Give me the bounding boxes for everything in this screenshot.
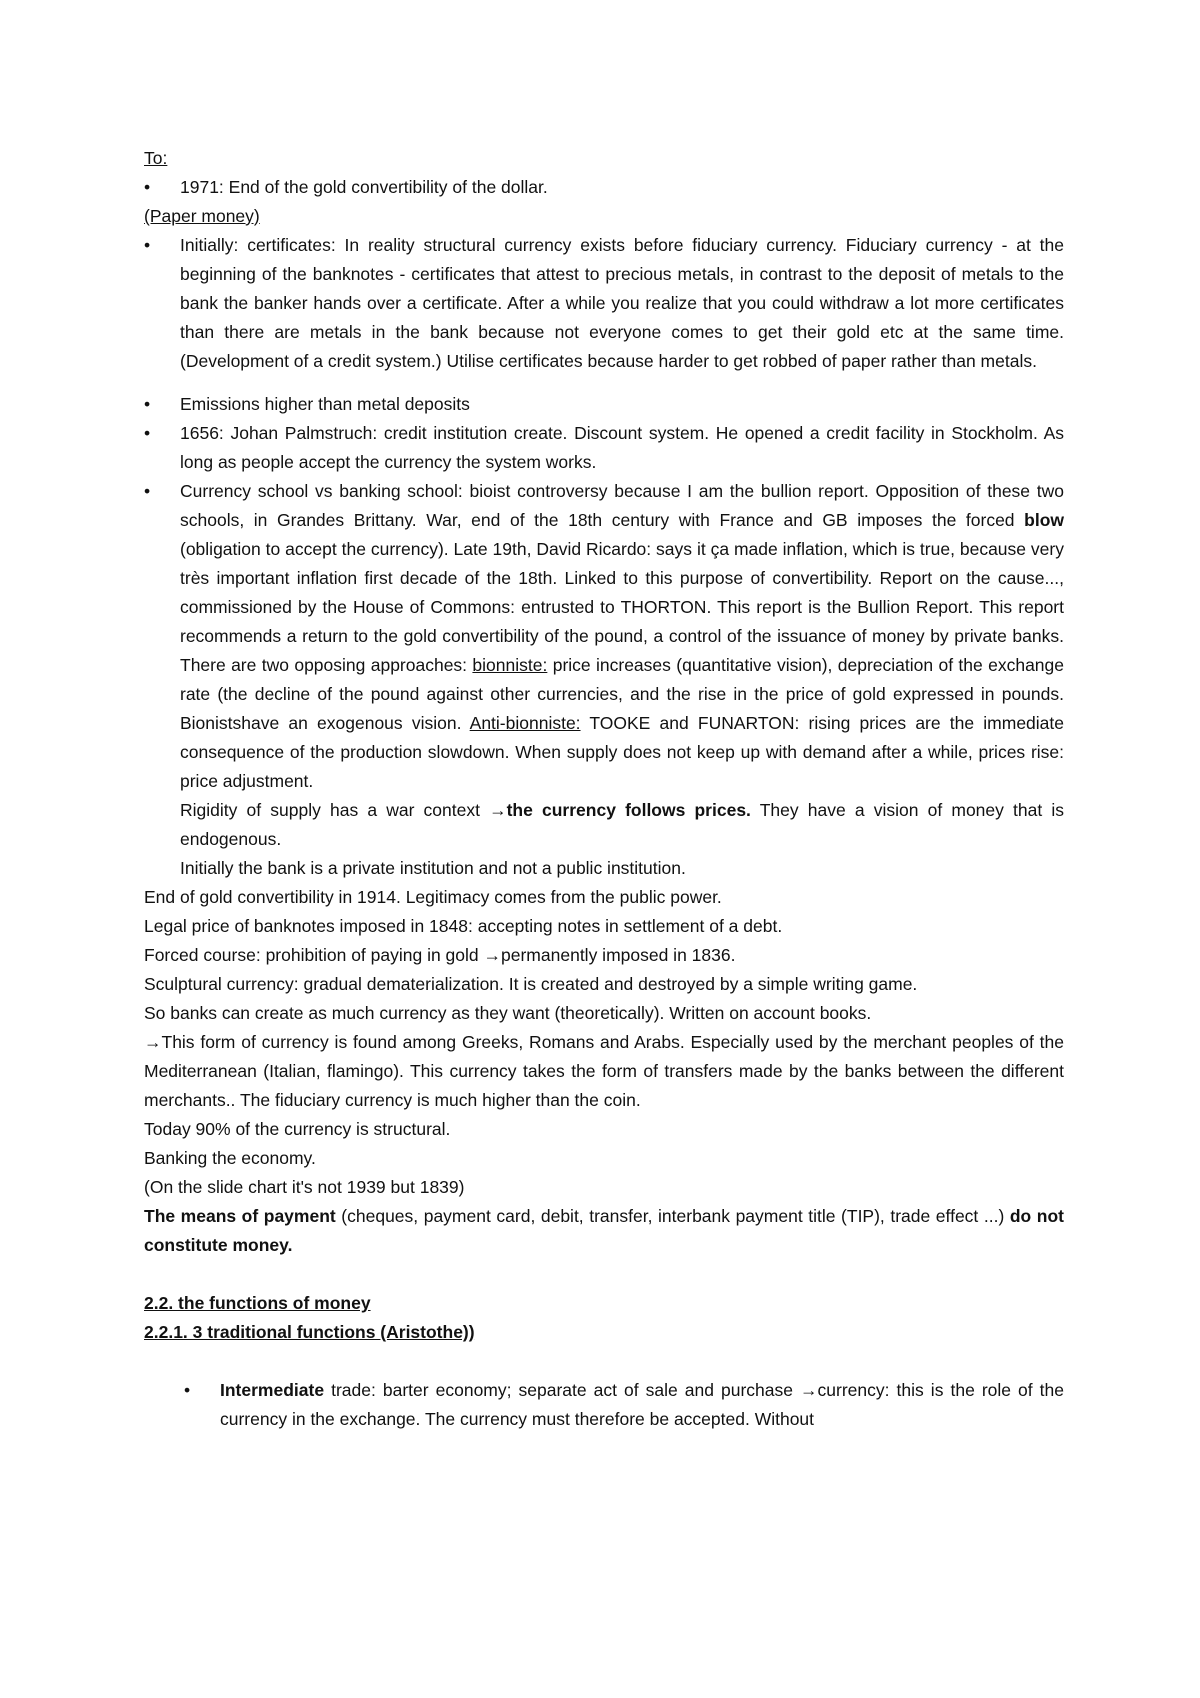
rigidity-paragraph (144, 796, 1064, 854)
heading-to-text: To: (144, 148, 168, 168)
currency-school-part3: price increases (quantitative vision), depreciation of the exchange rate (the decline of the pound against other currencies, and the rise in the price of gold expressed in pounds. Bionistshave an exogenous vision. (180, 655, 1065, 733)
means-payment-bold-end: do not constitute money. (144, 1206, 1064, 1255)
rigidity-part2: They have a vision of money that is endogenous. (180, 800, 1064, 849)
spacer (144, 1347, 1064, 1376)
legal-price-paragraph (144, 912, 1064, 941)
today-text: Today 90% of the currency is structural. (144, 1119, 451, 1139)
document-body (144, 144, 1064, 1434)
end-gold-text: End of gold convertibility in 1914. Legitimacy comes from the public power. (144, 887, 722, 907)
intermediate-bold: Intermediate (220, 1380, 325, 1400)
rigidity-part1: Rigidity of supply has a war context (180, 800, 490, 820)
bullet-1656-text: 1656: Johan Palmstruch: credit institution create. Discount system. He opened a credit facility in Stockholm. As long as people accept the currency the system works. (180, 423, 1064, 472)
bullet-dot: • (144, 481, 151, 501)
intermediate-part1: trade: barter economy; separate act of sale and purchase (324, 1380, 801, 1400)
today-paragraph (144, 1115, 1064, 1144)
slide-chart-text: (On the slide chart it's not 1939 but 1839) (144, 1177, 465, 1197)
legal-price-text: Legal price of banknotes imposed in 1848: accepting notes in settlement of a debt. (144, 916, 783, 936)
bullet-dot: • (144, 177, 151, 197)
forced-course-part1: Forced course: prohibition of paying in gold (144, 945, 484, 965)
bullet-dot: • (184, 1380, 191, 1400)
spacer (144, 1260, 1064, 1289)
bullet-dot: • (144, 394, 151, 414)
bullet-emissions (144, 390, 1064, 419)
section-2-2-1-text: 2.2.1. 3 traditional functions (Aristothe)) (144, 1322, 475, 1342)
bionniste-underlined: bionniste: (472, 655, 548, 675)
bullet-1971-text: 1971: End of the gold convertibility of the dollar. (180, 177, 548, 197)
so-banks-paragraph (144, 999, 1064, 1028)
bullet-emissions-text: Emissions higher than metal deposits (180, 394, 470, 414)
rigidity-bold: the currency follows prices. (506, 800, 751, 820)
sculptural-text: Sculptural currency: gradual dematerialization. It is created and destroyed by a simple writing game. (144, 974, 918, 994)
means-payment-bold: The means of payment (144, 1206, 336, 1226)
section-2-2-1-heading (144, 1318, 1064, 1347)
paper-money-label (144, 202, 1064, 231)
end-gold-paragraph (144, 883, 1064, 912)
bullet-1656 (144, 419, 1064, 477)
arrow-right-icon: → (489, 800, 507, 820)
arrow-right-icon: → (483, 945, 502, 965)
arrow-right-icon: → (144, 1032, 162, 1052)
section-2-2-text: 2.2. the functions of money (144, 1293, 371, 1313)
spacer (144, 376, 1064, 390)
bullet-initially-text: Initially: certificates: In reality structural currency exists before fiduciary currency. Fiduciary currency - at the beginning of the banknotes - certificates that attest to precious metals, in contrast to the deposit of metals to the bank the banker hands over a certificate. After a while you realize that you could withdraw a lot more certificates than there are metals in the bank because not everyone comes to get their gold etc at the same time. (Development of a credit system.) Utilise certificates because harder to get robbed of paper rather than metals. (180, 235, 1064, 371)
bullet-currency-school (144, 477, 1064, 796)
means-payment-paragraph (144, 1202, 1064, 1260)
banking-economy-text: Banking the economy. (144, 1148, 316, 1168)
means-payment-text: (cheques, payment card, debit, transfer, interbank payment title (TIP), trade effect ...) (335, 1206, 1010, 1226)
so-banks-text: So banks can create as much currency as they want (theoretically). Written on account books. (144, 1003, 872, 1023)
currency-school-part2: (obligation to accept the currency). Late 19th, David Ricardo: says it ça made inflation, which is true, because very très important inflation first decade of the 18th. Linked to this purpose of convertibility. Report on the cause..., commissioned by the House of Commons: entrusted to THORTON. This report is the Bullion Report. This report recommends a return to the gold convertibility of the pound, a control of the issuance of money by private banks. There are two opposing approaches: (180, 539, 1064, 675)
this-form-text: This form of currency is found among Greeks, Romans and Arabs. Especially used by the merchant peoples of the Mediterranean (Italian, flamingo). This currency takes the form of transfers made by the banks between the different merchants.. The fiduciary currency is much higher than the coin. (144, 1032, 1064, 1110)
paper-money-text: (Paper money) (144, 206, 260, 226)
bullet-intermediate (144, 1376, 1064, 1434)
currency-school-part4: TOOKE and FUNARTON: rising prices are the immediate consequence of the production slowdown. When supply does not keep up with demand after a while, prices rise: price adjustment. (180, 713, 1065, 791)
section-2-2-heading (144, 1289, 1064, 1318)
anti-bionniste-underlined: Anti-bionniste: (469, 713, 581, 733)
initially-bank-text: Initially the bank is a private institution and not a public institution. (180, 858, 686, 878)
bullet-dot: • (144, 235, 151, 255)
heading-to (144, 144, 1064, 173)
currency-school-part1: Currency school vs banking school: bioist controversy because I am the bullion report. Opposition of these two schools, in Grandes Brittany. War, end of the 18th century with France and GB imposes the forced (180, 481, 1064, 530)
sculptural-paragraph (144, 970, 1064, 999)
intermediate-part2: currency: this is the role of the currency in the exchange. The currency must therefore be accepted. Without (220, 1380, 1064, 1429)
forced-course-paragraph (144, 941, 1064, 970)
bullet-initially (144, 231, 1064, 376)
this-form-paragraph (144, 1028, 1064, 1115)
slide-chart-paragraph (144, 1173, 1064, 1202)
bullet-1971 (144, 173, 1064, 202)
bullet-dot: • (144, 423, 151, 443)
initially-bank-paragraph (144, 854, 1064, 883)
forced-course-part2: permanently imposed in 1836. (501, 945, 736, 965)
banking-economy-paragraph (144, 1144, 1064, 1173)
blow-bold: blow (1024, 510, 1064, 530)
arrow-right-icon: → (800, 1380, 818, 1400)
